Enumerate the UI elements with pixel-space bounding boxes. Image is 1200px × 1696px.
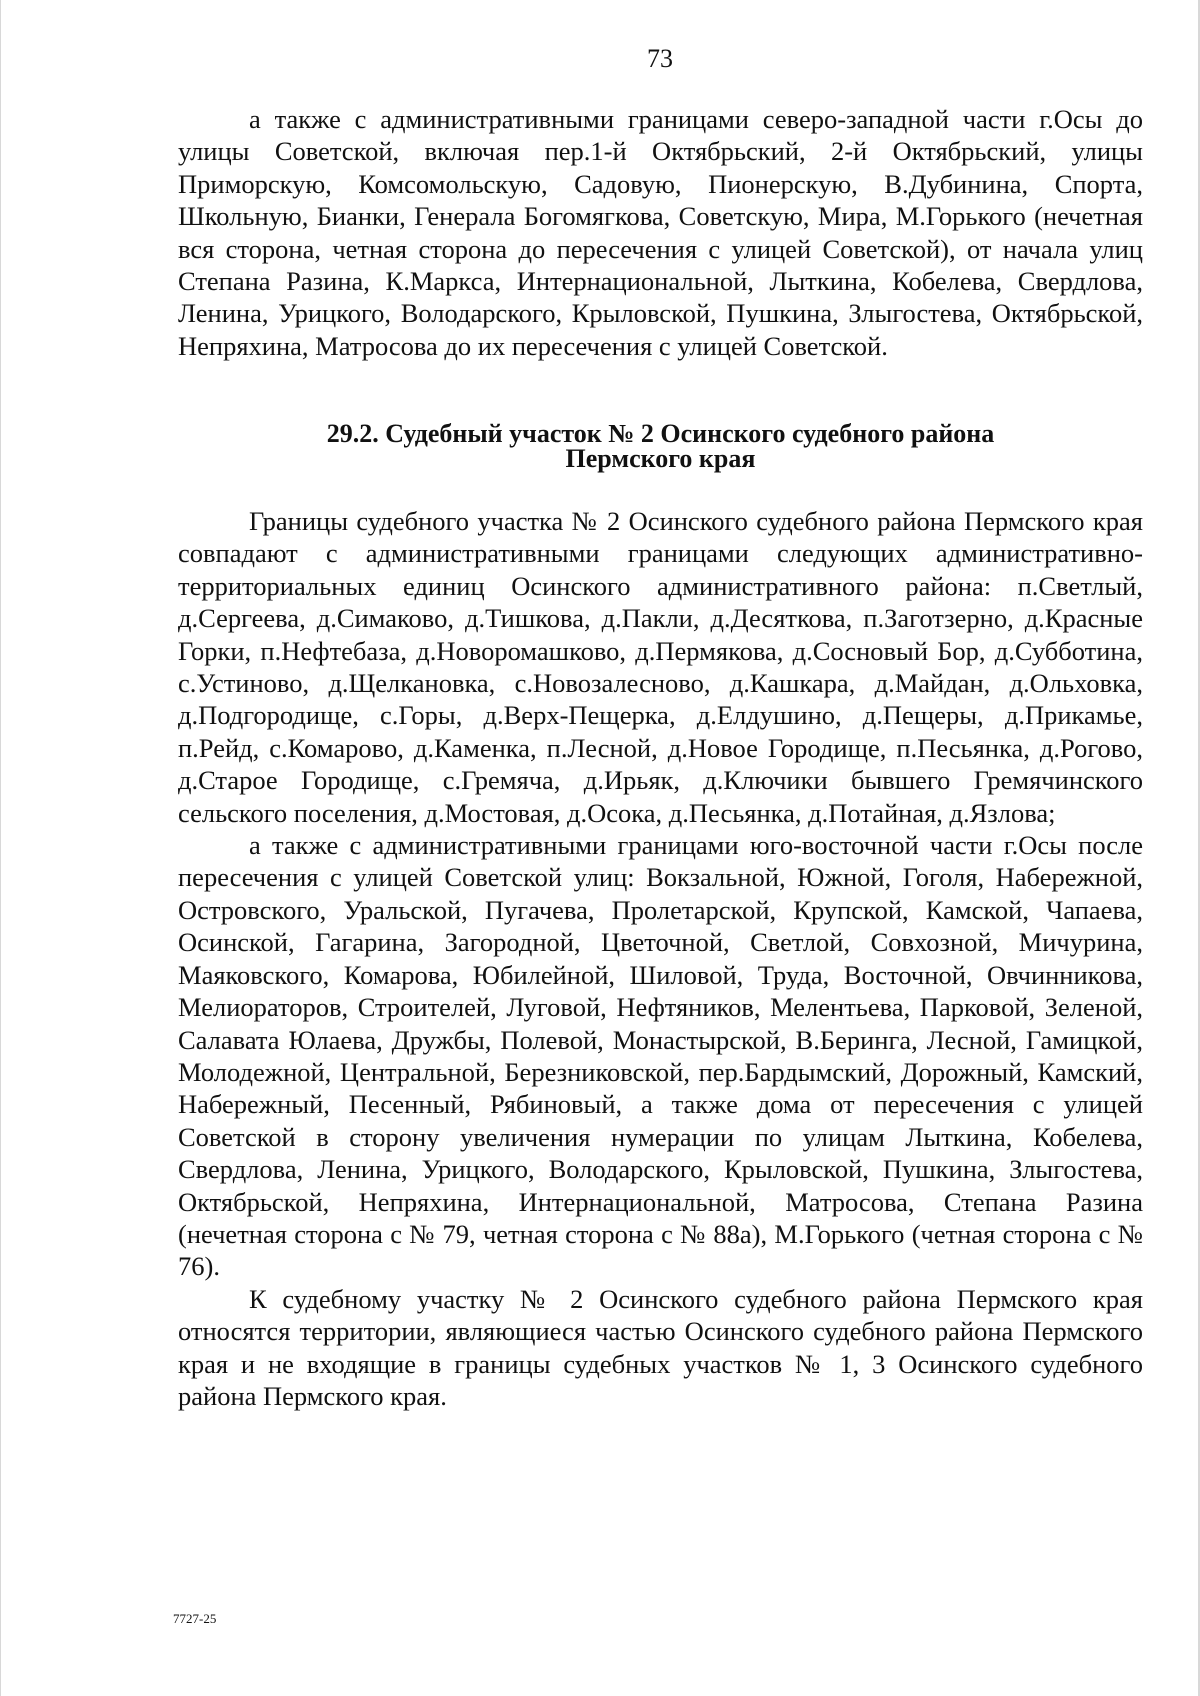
intro-text-block xyxy=(178,103,1143,362)
section-paragraph-territories: К судебному участку № 2 Осинского судебного района Пермского края относятся территории, являющиеся частью Осинского судебного района Пермского края и не входящие в границы судебных участков № 1, 3 Осинского судебного района Пермского края. xyxy=(178,1283,1143,1411)
section-heading-line-2: Пермского края xyxy=(565,444,756,473)
footer-document-code: 7727-25 xyxy=(173,1611,217,1626)
scan-edge-left xyxy=(0,0,1,1696)
section-heading xyxy=(178,421,1143,471)
page-number: 73 xyxy=(647,44,673,73)
section-paragraph-boundaries: Границы судебного участка № 2 Осинского судебного района Пермского края совпадают с административными границами следующих административно-территориальных единиц Осинского административного района: п.Светлый, д.Сергеева, д.Симаково, д.Тишкова, д.Пакли, д.Десяткова, п.Заготзерно, д.Красные Горки, п.Нефтебаза, д.Новоромашково, д.Пермякова, д.Сосновый Бор, д.Субботина, с.Устиново, д.Щелкановка, с.Новозалесново, д.Кашкара, д.Майдан, д.Ольховка, д.Подгородище, с.Горы, д.Верх-Пещерка, д.Елдушино, д.Пещеры, д.Прикамье, п.Рейд, с.Комарово, д.Каменка, п.Лесной, д.Новое Городище, п.Песьянка, д.Рогово, д.Старое Городище, с.Гремяча, д.Ирьяк, д.Ключики бывшего Гремячинского сельского поселения, д.Мостовая, д.Осока, д.Песьянка, д.Потайная, д.Язлова; xyxy=(178,506,1143,828)
section-paragraph-city-streets: а также с административными границами юго-восточной части г.Осы после пересечения с улицей Советской улиц: Вокзальной, Южной, Гоголя, Набережной, Островского, Уральской, Пугачева, Пролетарской, Крупской, Камской, Чапаева, Осинской, Гагарина, Загородной, Цветочной, Светлой, Совхозной, Мичурина, Маяковского, Комарова, Юбилейной, Шиловой, Труда, Восточной, Овчинникова, Мелиораторов, Строителей, Луговой, Нефтяников, Мелентьева, Парковой, Зеленой, Салавата Юлаева, Дружбы, Полевой, Монастырской, В.Беринга, Лесной, Гамицкой, Молодежной, Центральной, Березниковской, пер.Бардымский, Дорожный, Камский, Набережный, Песенный, Рябиновый, а также дома от пересечения с улицей Советской в сторону увеличения нумерации по улицам Лыткина, Кобелева, Свердлова, Ленина, Урицкого, Володарского, Крыловской, Пушкина, Злыгостева, Октябрьской, Непряхина, Интернациональной, Матросова, Степана Разина (нечетная сторона с № 79, четная сторона с № 88а), М.Горького (четная сторона с № 76). xyxy=(178,830,1143,1282)
section-body xyxy=(178,505,1143,1412)
intro-paragraph: а также с административными границами северо-западной части г.Осы до улицы Советской, включая пер.1-й Октябрьский, 2-й Октябрьский, улицы Приморскую, Комсомольскую, Садовую, Пионерскую, В.Дубинина, Спорта, Школьную, Бианки, Генерала Богомягкова, Советскую, Мира, М.Горького (нечетная вся сторона, четная сторона до пересечения с улицей Советской), от начала улиц Степана Разина, К.Маркса, Интернациональной, Лыткина, Кобелева, Свердлова, Ленина, Урицкого, Володарского, Крыловской, Пушкина, Злыгостева, Октябрьской, Непряхина, Матросова до их пересечения с улицей Советской. xyxy=(178,104,1143,361)
section-heading-line-1: 29.2. Судебный участок № 2 Осинского судебного района xyxy=(326,419,995,448)
